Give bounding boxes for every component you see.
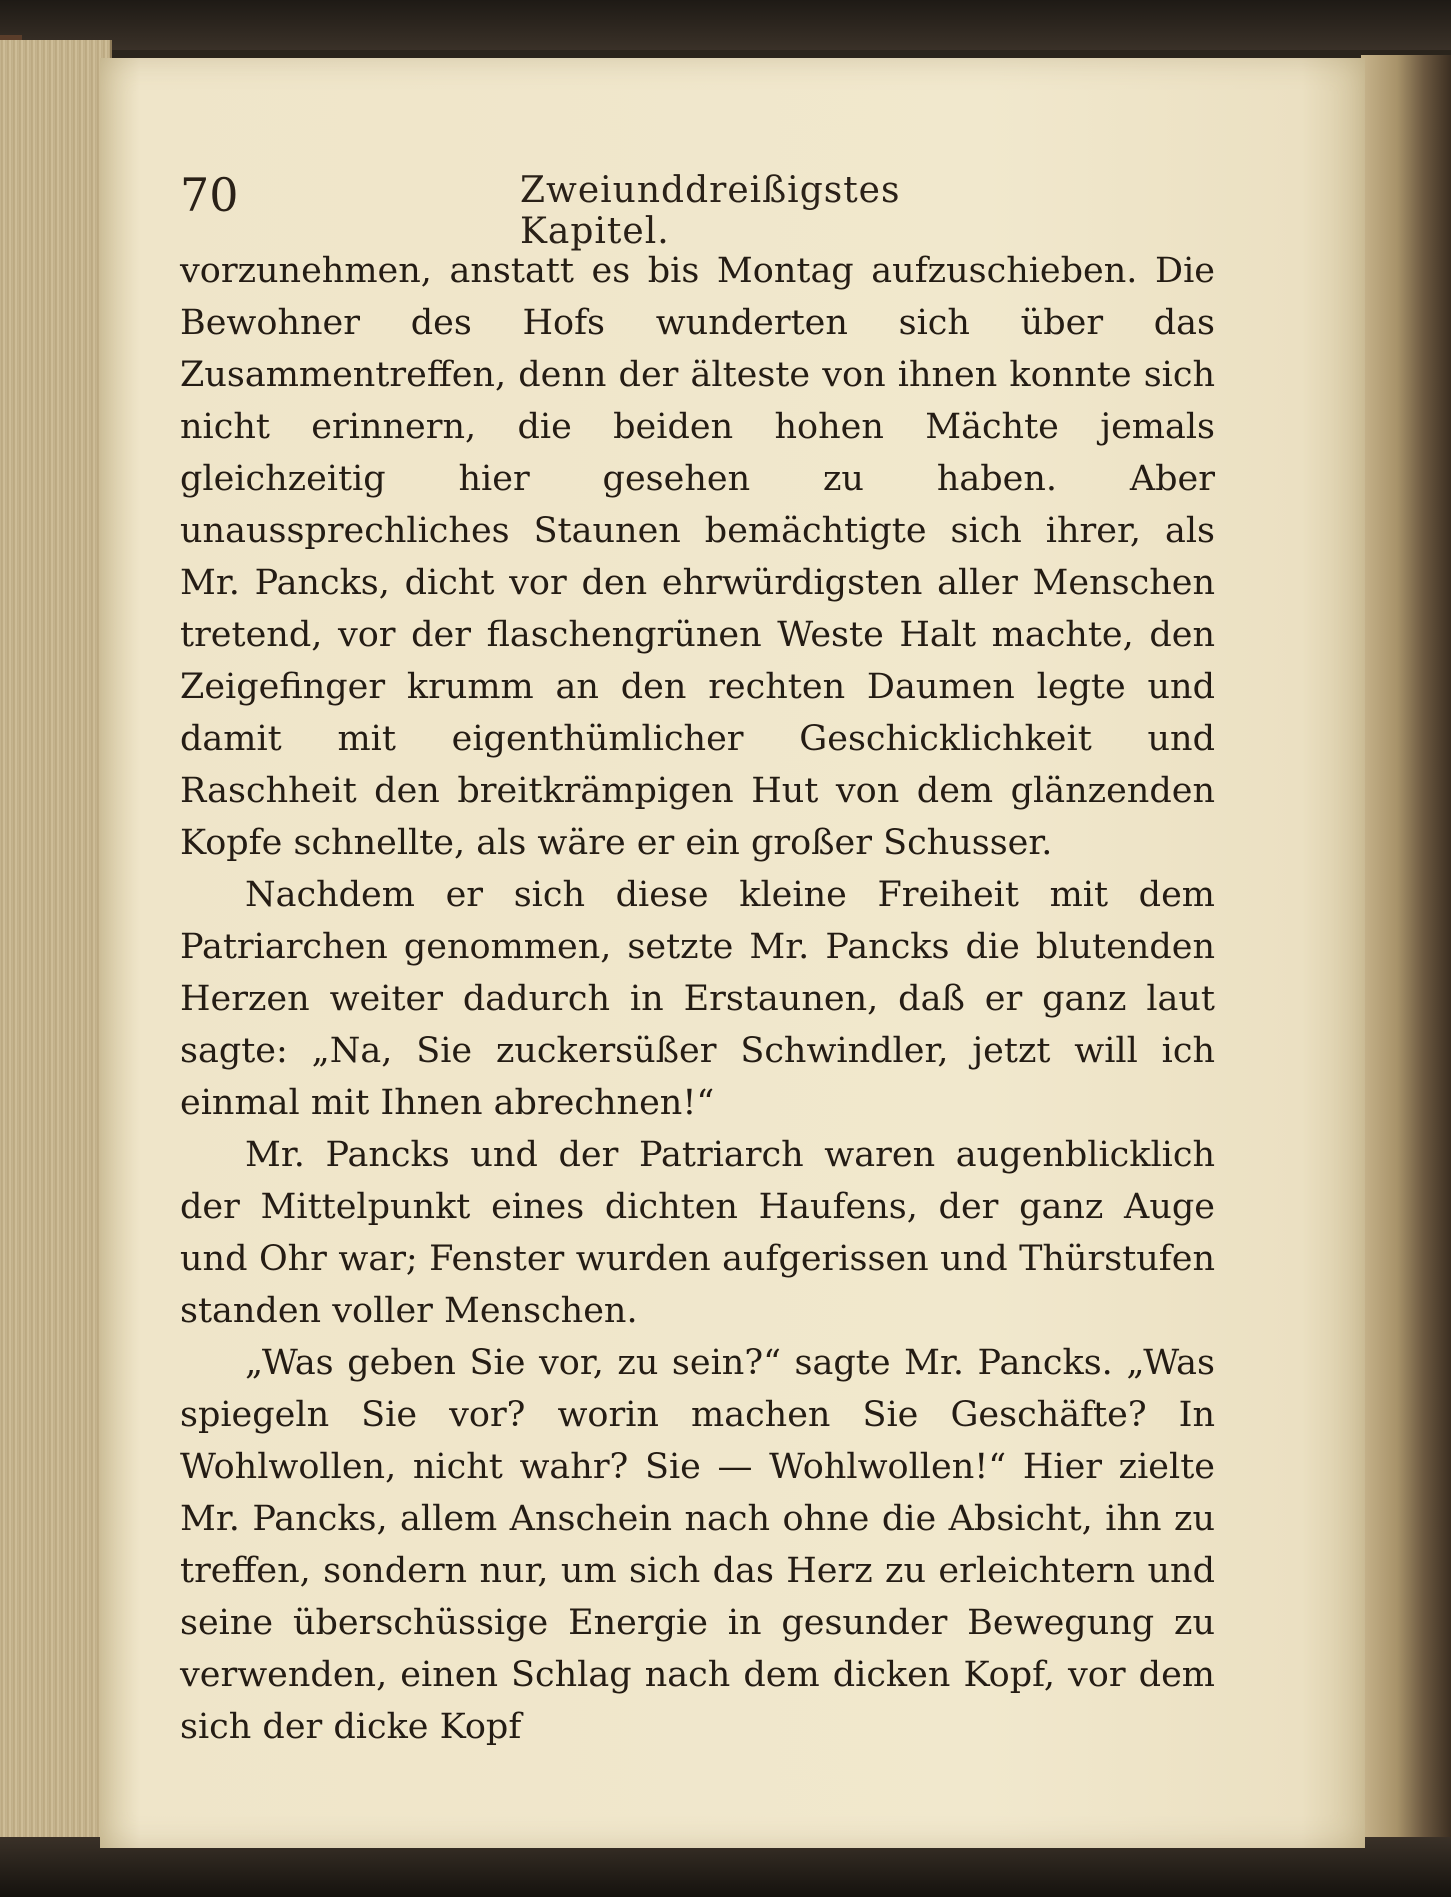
book-page-edges-left	[0, 40, 112, 1860]
paragraph: „Was geben Sie vor, zu sein?“ sagte Mr. Pancks. „Was spiegeln Sie vor? worin machen Sie Geschäfte? In Wohlwollen, nicht wahr? Sie — Wohlwollen!“ Hier zielte Mr. Pancks, allem Anschein nach ohne die Absicht, ihn zu treffen, sondern nur, um sich das Herz zu erleichtern und seine überschüssige Energie in gesunder Bewegung zu verwenden, einen Schlag nach dem dicken Kopf, vor dem sich der dicke Kopf	[180, 1343, 1215, 1747]
page-body	[180, 245, 1215, 1747]
page-number: 70	[180, 168, 239, 222]
running-title: Zweiunddreißigstes Kapitel.	[520, 170, 901, 252]
paragraph: Nachdem er sich diese kleine Freiheit mit dem Patriarchen genommen, setzte Mr. Pancks die blutenden Herzen weiter dadurch in Erstaunen, daß er ganz laut sagte: „Na, Sie zuckersüßer Schwindler, jetzt will ich einmal mit Ihnen abrechnen!“	[180, 875, 1215, 1123]
paragraph: vorzunehmen, anstatt es bis Montag aufzuschieben. Die Bewohner des Hofs wunderten sich über das Zusammentreffen, denn der älteste von ihnen konnte sich nicht erinnern, die beiden hohen Mächte jemals gleichzeitig hier gesehen zu haben. Aber unaussprechliches Staunen bemächtigte sich ihrer, als Mr. Pancks, dicht vor den ehrwürdigsten aller Menschen tretend, vor der flaschengrünen Weste Halt machte, den Zeigefinger krumm an den rechten Daumen legte und damit mit eigenthümlicher Geschicklichkeit und Raschheit den breitkrämpigen Hut von dem glänzenden Kopfe schnellte, als wäre er ein großer Schusser.	[180, 251, 1215, 863]
paragraph: Mr. Pancks und der Patriarch waren augenblicklich der Mittelpunkt eines dichten Haufens, der ganz Auge und Ohr war; Fenster wurden aufgerissen und Thürstufen standen voller Menschen.	[180, 1135, 1215, 1331]
book-page-edges-right	[1361, 55, 1451, 1845]
scan-background-top	[0, 0, 1451, 50]
